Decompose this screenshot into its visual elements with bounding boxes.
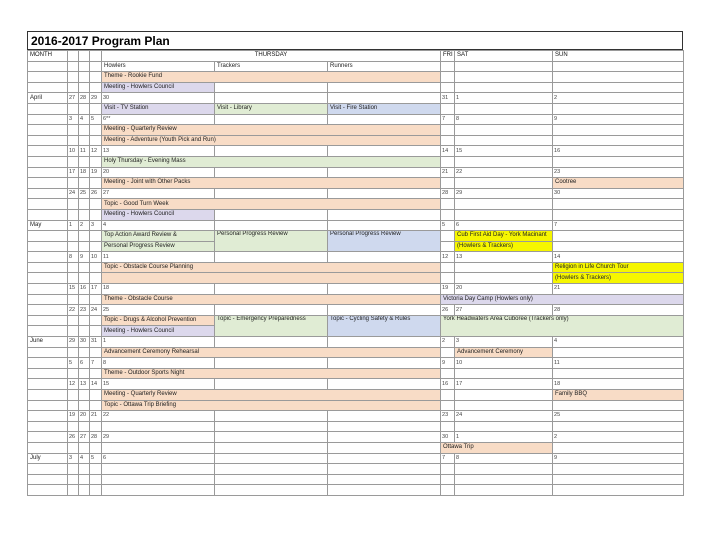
date-cell: 22 [68, 305, 79, 316]
subheader-row [28, 61, 684, 72]
event-cell: Visit - Fire Station [328, 103, 441, 114]
date-cell: 23 [441, 411, 455, 422]
date-cell: 30 [102, 93, 215, 104]
date-row [28, 146, 684, 157]
date-row [28, 453, 684, 464]
date-cell: 30 [553, 188, 684, 199]
date-cell: 10 [68, 146, 79, 157]
event-cell: Theme - Obstacle Course [102, 294, 441, 305]
month-label: April [28, 93, 68, 104]
date-cell: 12 [441, 252, 455, 263]
date-cell: 5 [68, 358, 79, 369]
event-cell: Meeting - Joint with Other Packs [102, 178, 441, 189]
date-cell: 3 [68, 453, 79, 464]
table-row [28, 442, 684, 453]
event-cell: Personal Progress Review [215, 231, 328, 252]
table-row [28, 474, 684, 485]
date-cell: 14 [441, 146, 455, 157]
table-row [28, 464, 684, 475]
date-cell: 3 [90, 220, 102, 231]
date-cell: 11 [79, 146, 90, 157]
date-cell: 6 [102, 453, 215, 464]
date-cell: 20 [102, 167, 215, 178]
event-cell: Theme - Outdoor Sports Night [102, 368, 441, 379]
table-row [28, 199, 684, 210]
date-cell: 7 [90, 358, 102, 369]
date-row [28, 93, 684, 104]
header-sat: SAT [455, 51, 553, 62]
date-cell: 31 [441, 93, 455, 104]
date-cell: 25 [553, 411, 684, 422]
event-cell: Meeting - Quarterly Review [102, 390, 441, 401]
date-cell: 24 [90, 305, 102, 316]
date-cell: 15 [455, 146, 553, 157]
header-sun: SUN [553, 51, 684, 62]
subheader-howlers: Howlers [102, 61, 215, 72]
date-cell: 18 [102, 284, 215, 295]
event-cell: Visit - TV Station [102, 103, 215, 114]
date-cell: 17 [455, 379, 553, 390]
event-cell: Personal Progress Review [328, 231, 441, 252]
date-cell: 27 [102, 188, 215, 199]
date-cell: 6** [102, 114, 215, 125]
date-cell: 27 [455, 305, 553, 316]
table-row [28, 368, 684, 379]
date-cell: 5 [441, 220, 455, 231]
table-row [28, 347, 684, 358]
date-row [28, 114, 684, 125]
date-cell: 2 [553, 93, 684, 104]
date-cell: 14 [90, 379, 102, 390]
date-row [28, 220, 684, 231]
date-cell: 29 [455, 188, 553, 199]
event-cell: Top Action Award Review & [102, 231, 215, 242]
date-cell: 13 [79, 379, 90, 390]
date-cell: 28 [441, 188, 455, 199]
date-cell: 6 [455, 220, 553, 231]
table-row [28, 178, 684, 189]
date-cell: 1 [455, 432, 553, 443]
month-label: June [28, 337, 68, 348]
event-cell: Meeting - Quarterly Review [102, 125, 441, 136]
table-row [28, 82, 684, 93]
date-cell: 1 [68, 220, 79, 231]
table-row [28, 125, 684, 136]
date-cell: 4 [79, 114, 90, 125]
date-cell: 4 [553, 337, 684, 348]
event-cell: Topic - Cycling Safety & Rules [328, 315, 441, 336]
header-fri: FRI [441, 51, 455, 62]
date-cell: 21 [441, 167, 455, 178]
date-cell: 16 [553, 146, 684, 157]
table-row [28, 273, 684, 284]
date-cell: 4 [79, 453, 90, 464]
date-cell: 28 [90, 432, 102, 443]
date-cell: 20 [79, 411, 90, 422]
table-row [28, 209, 684, 220]
date-row [28, 252, 684, 263]
table-row [28, 400, 684, 411]
event-cell: Theme - Rookie Fund [102, 72, 441, 83]
date-cell: 20 [455, 284, 553, 295]
date-cell: 7 [553, 220, 684, 231]
table-row [28, 156, 684, 167]
date-cell: 30 [79, 337, 90, 348]
event-cell: Meeting - Howlers Council [102, 82, 215, 93]
date-cell: 23 [79, 305, 90, 316]
subheader-trackers: Trackers [215, 61, 328, 72]
date-row [28, 337, 684, 348]
month-label: May [28, 220, 68, 231]
date-row [28, 305, 684, 316]
header-month: MONTH [28, 51, 68, 62]
date-cell: 17 [90, 284, 102, 295]
date-cell: 31 [90, 337, 102, 348]
date-cell: 16 [441, 379, 455, 390]
date-cell: 22 [102, 411, 215, 422]
event-cell: Ottawa Trip [441, 442, 553, 453]
date-cell: 17 [68, 167, 79, 178]
month-label: July [28, 453, 68, 464]
event-cell: Topic - Good Turn Week [102, 199, 441, 210]
table-row [28, 262, 684, 273]
date-cell: 7 [441, 453, 455, 464]
date-cell: 29 [102, 432, 215, 443]
date-cell: 24 [455, 411, 553, 422]
date-cell: 9 [553, 453, 684, 464]
date-cell: 16 [79, 284, 90, 295]
date-cell: 18 [79, 167, 90, 178]
date-row [28, 284, 684, 295]
date-row [28, 379, 684, 390]
date-row [28, 432, 684, 443]
date-cell: 8 [102, 358, 215, 369]
date-cell: 8 [455, 453, 553, 464]
date-cell: 21 [553, 284, 684, 295]
date-cell: 28 [79, 93, 90, 104]
event-cell: Meeting - Howlers Council [102, 326, 215, 337]
date-cell: 13 [102, 146, 215, 157]
date-cell: 25 [102, 305, 215, 316]
date-cell: 1 [102, 337, 215, 348]
date-cell: 9 [553, 114, 684, 125]
date-cell: 30 [441, 432, 455, 443]
subheader-runners: Runners [328, 61, 441, 72]
date-cell: 28 [553, 305, 684, 316]
date-cell: 6 [79, 358, 90, 369]
event-cell: Religion in Life Church Tour [553, 262, 684, 273]
event-cell: Holy Thursday - Evening Mass [102, 156, 441, 167]
date-cell: 1 [455, 93, 553, 104]
date-row [28, 188, 684, 199]
date-row [28, 358, 684, 369]
date-cell: 26 [68, 432, 79, 443]
date-cell: 22 [455, 167, 553, 178]
event-cell: Visit - Library [215, 103, 328, 114]
event-cell: Family BBQ [553, 390, 684, 401]
event-cell: Cub First Aid Day - York Macinant [455, 231, 553, 242]
event-cell: (Howlers & Trackers) [455, 241, 553, 252]
event-cell: Meeting - Adventure (Youth Pick and Run) [102, 135, 441, 146]
date-cell: 25 [79, 188, 90, 199]
program-plan-table [27, 50, 684, 496]
date-cell: 21 [90, 411, 102, 422]
table-row [28, 294, 684, 305]
date-cell: 3 [455, 337, 553, 348]
date-cell: 2 [553, 432, 684, 443]
date-cell: 2 [79, 220, 90, 231]
table-row [28, 103, 684, 114]
date-cell: 27 [68, 93, 79, 104]
date-cell: 8 [68, 252, 79, 263]
date-cell: 26 [441, 305, 455, 316]
date-cell: 11 [102, 252, 215, 263]
date-row [28, 411, 684, 422]
date-cell: 4 [102, 220, 215, 231]
event-cell: Topic - Drugs & Alcohol Prevention [102, 315, 215, 326]
page-title: 2016-2017 Program Plan [27, 31, 683, 50]
date-cell: 9 [79, 252, 90, 263]
date-cell: 15 [68, 284, 79, 295]
date-cell: 19 [441, 284, 455, 295]
event-cell: Topic - Emergency Preparedness [215, 315, 328, 336]
date-row [28, 167, 684, 178]
date-cell: 14 [553, 252, 684, 263]
date-cell: 8 [455, 114, 553, 125]
date-cell: 19 [68, 411, 79, 422]
date-cell: 13 [455, 252, 553, 263]
event-cell: Topic - Ottawa Trip Briefing [102, 400, 441, 411]
date-cell: 5 [90, 114, 102, 125]
date-cell: 5 [90, 453, 102, 464]
table-row [28, 231, 684, 242]
date-cell: 19 [90, 167, 102, 178]
date-cell: 24 [68, 188, 79, 199]
date-cell: 12 [90, 146, 102, 157]
date-cell: 3 [68, 114, 79, 125]
date-cell: 7 [441, 114, 455, 125]
date-cell: 29 [68, 337, 79, 348]
event-cell: Personal Progress Review [102, 241, 215, 252]
date-cell: 10 [90, 252, 102, 263]
event-cell: Advancement Ceremony Rehearsal [102, 347, 441, 358]
date-cell: 26 [90, 188, 102, 199]
header-row [28, 51, 684, 62]
event-cell: Advancement Ceremony [455, 347, 553, 358]
event-cell: Meeting - Howlers Council [102, 209, 215, 220]
event-cell: Topic - Obstacle Course Planning [102, 262, 441, 273]
date-cell: 29 [90, 93, 102, 104]
table-row [28, 390, 684, 401]
table-row [28, 315, 684, 326]
date-cell: 11 [553, 358, 684, 369]
table-row [28, 72, 684, 83]
table-row [28, 485, 684, 496]
date-cell: 27 [79, 432, 90, 443]
date-cell: 2 [441, 337, 455, 348]
date-cell: 23 [553, 167, 684, 178]
table-row [28, 421, 684, 432]
table-row [28, 135, 684, 146]
event-cell: York Headwaters Area Cuboree (Trackers only) [441, 315, 684, 336]
date-cell: 10 [455, 358, 553, 369]
date-cell: 15 [102, 379, 215, 390]
event-cell: (Howlers & Trackers) [553, 273, 684, 284]
date-cell: 12 [68, 379, 79, 390]
date-cell: 9 [441, 358, 455, 369]
event-cell: Victoria Day Camp (Howlers only) [441, 294, 684, 305]
event-cell: Cootree [553, 178, 684, 189]
date-cell: 18 [553, 379, 684, 390]
header-thursday: THURSDAY [102, 51, 441, 62]
